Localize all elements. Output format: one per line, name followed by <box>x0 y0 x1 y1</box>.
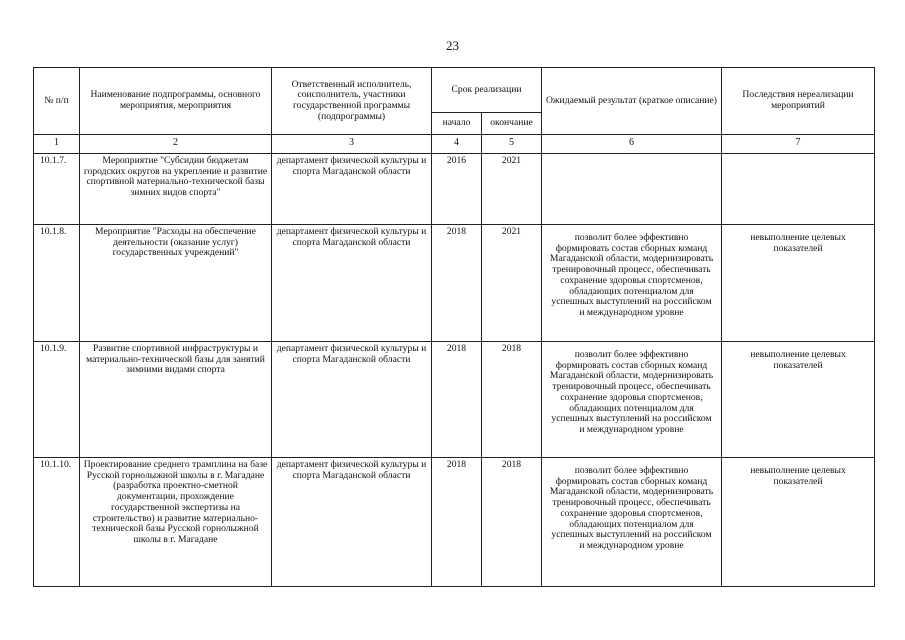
end-year: 2018 <box>482 458 542 587</box>
consequence <box>722 154 875 225</box>
measure-name: Развитие спортивной инфраструктуры и материально-технической базы для занятий зимними видами спорта <box>80 342 272 458</box>
header-responsible: Ответственный исполнитель, соисполнитель, участники государственной программы (подпрограммы) <box>272 68 432 135</box>
start-year: 2018 <box>432 342 482 458</box>
header-name: Наименование подпрограммы, основного мероприятия, мероприятия <box>80 68 272 135</box>
end-year: 2021 <box>482 225 542 342</box>
expected-result: позволит более эффективно формировать состав сборных команд Магаданской области, модернизировать тренировочный процесс, обеспечивать сохранение здоровья спортсменов, обладающих потенциалом для успешных выступлений на российском и международном уровне <box>542 342 722 458</box>
page-number: 23 <box>446 38 459 53</box>
table-row <box>34 225 875 342</box>
header-row <box>34 68 875 113</box>
measure-name: Проектирование среднего трамплина на базе Русской горнолыжной школы в г. Магадане (разработка проектно-сметной документации, прохождение государственной экспертизы на строительство) и развитие материально-технической базы Русской горнолыжной школы в г. Магадане <box>80 458 272 587</box>
index-cell: 7 <box>722 135 875 154</box>
responsible-executor: департамент физической культуры и спорта Магаданской области <box>272 154 432 225</box>
row-number: 10.1.9. <box>34 342 80 458</box>
index-cell: 3 <box>272 135 432 154</box>
expected-result: позволит более эффективно формировать состав сборных команд Магаданской области, модернизировать тренировочный процесс, обеспечивать сохранение здоровья спортсменов, обладающих потенциалом для успешных выступлений на российском и международном уровне <box>542 458 722 587</box>
responsible-executor: департамент физической культуры и спорта Магаданской области <box>272 342 432 458</box>
row-number: 10.1.7. <box>34 154 80 225</box>
table-row <box>34 342 875 458</box>
expected-result <box>542 154 722 225</box>
index-cell: 4 <box>432 135 482 154</box>
program-measures-table <box>33 67 875 587</box>
measure-name: Мероприятие "Субсидии бюджетам городских округов на укрепление и развитие спортивной материально-технической базы зимних видов спорта" <box>80 154 272 225</box>
column-index-row <box>34 135 875 154</box>
header-period: Срок реализации <box>432 68 542 113</box>
index-cell: 6 <box>542 135 722 154</box>
start-year: 2018 <box>432 225 482 342</box>
responsible-executor: департамент физической культуры и спорта Магаданской области <box>272 458 432 587</box>
row-number: 10.1.10. <box>34 458 80 587</box>
table-row <box>34 154 875 225</box>
end-year: 2018 <box>482 342 542 458</box>
header-result: Ожидаемый результат (краткое описание) <box>542 68 722 135</box>
consequence: невыполнение целевых показателей <box>722 225 875 342</box>
header-start: начало <box>432 113 482 135</box>
expected-result: позволит более эффективно формировать состав сборных команд Магаданской области, модернизировать тренировочный процесс, обеспечивать сохранение здоровья спортсменов, обладающих потенциалом для успешных выступлений на российском и международном уровне <box>542 225 722 342</box>
row-number: 10.1.8. <box>34 225 80 342</box>
consequence: невыполнение целевых показателей <box>722 458 875 587</box>
start-year: 2018 <box>432 458 482 587</box>
end-year: 2021 <box>482 154 542 225</box>
measure-name: Мероприятие "Расходы на обеспечение деятельности (оказание услуг) государственных учреждений" <box>80 225 272 342</box>
header-consequence: Последствия нереализации мероприятий <box>722 68 875 135</box>
index-cell: 2 <box>80 135 272 154</box>
header-num: № п/п <box>34 68 80 135</box>
table-row <box>34 458 875 587</box>
start-year: 2016 <box>432 154 482 225</box>
consequence: невыполнение целевых показателей <box>722 342 875 458</box>
index-cell: 1 <box>34 135 80 154</box>
responsible-executor: департамент физической культуры и спорта Магаданской области <box>272 225 432 342</box>
index-cell: 5 <box>482 135 542 154</box>
header-end: окончание <box>482 113 542 135</box>
